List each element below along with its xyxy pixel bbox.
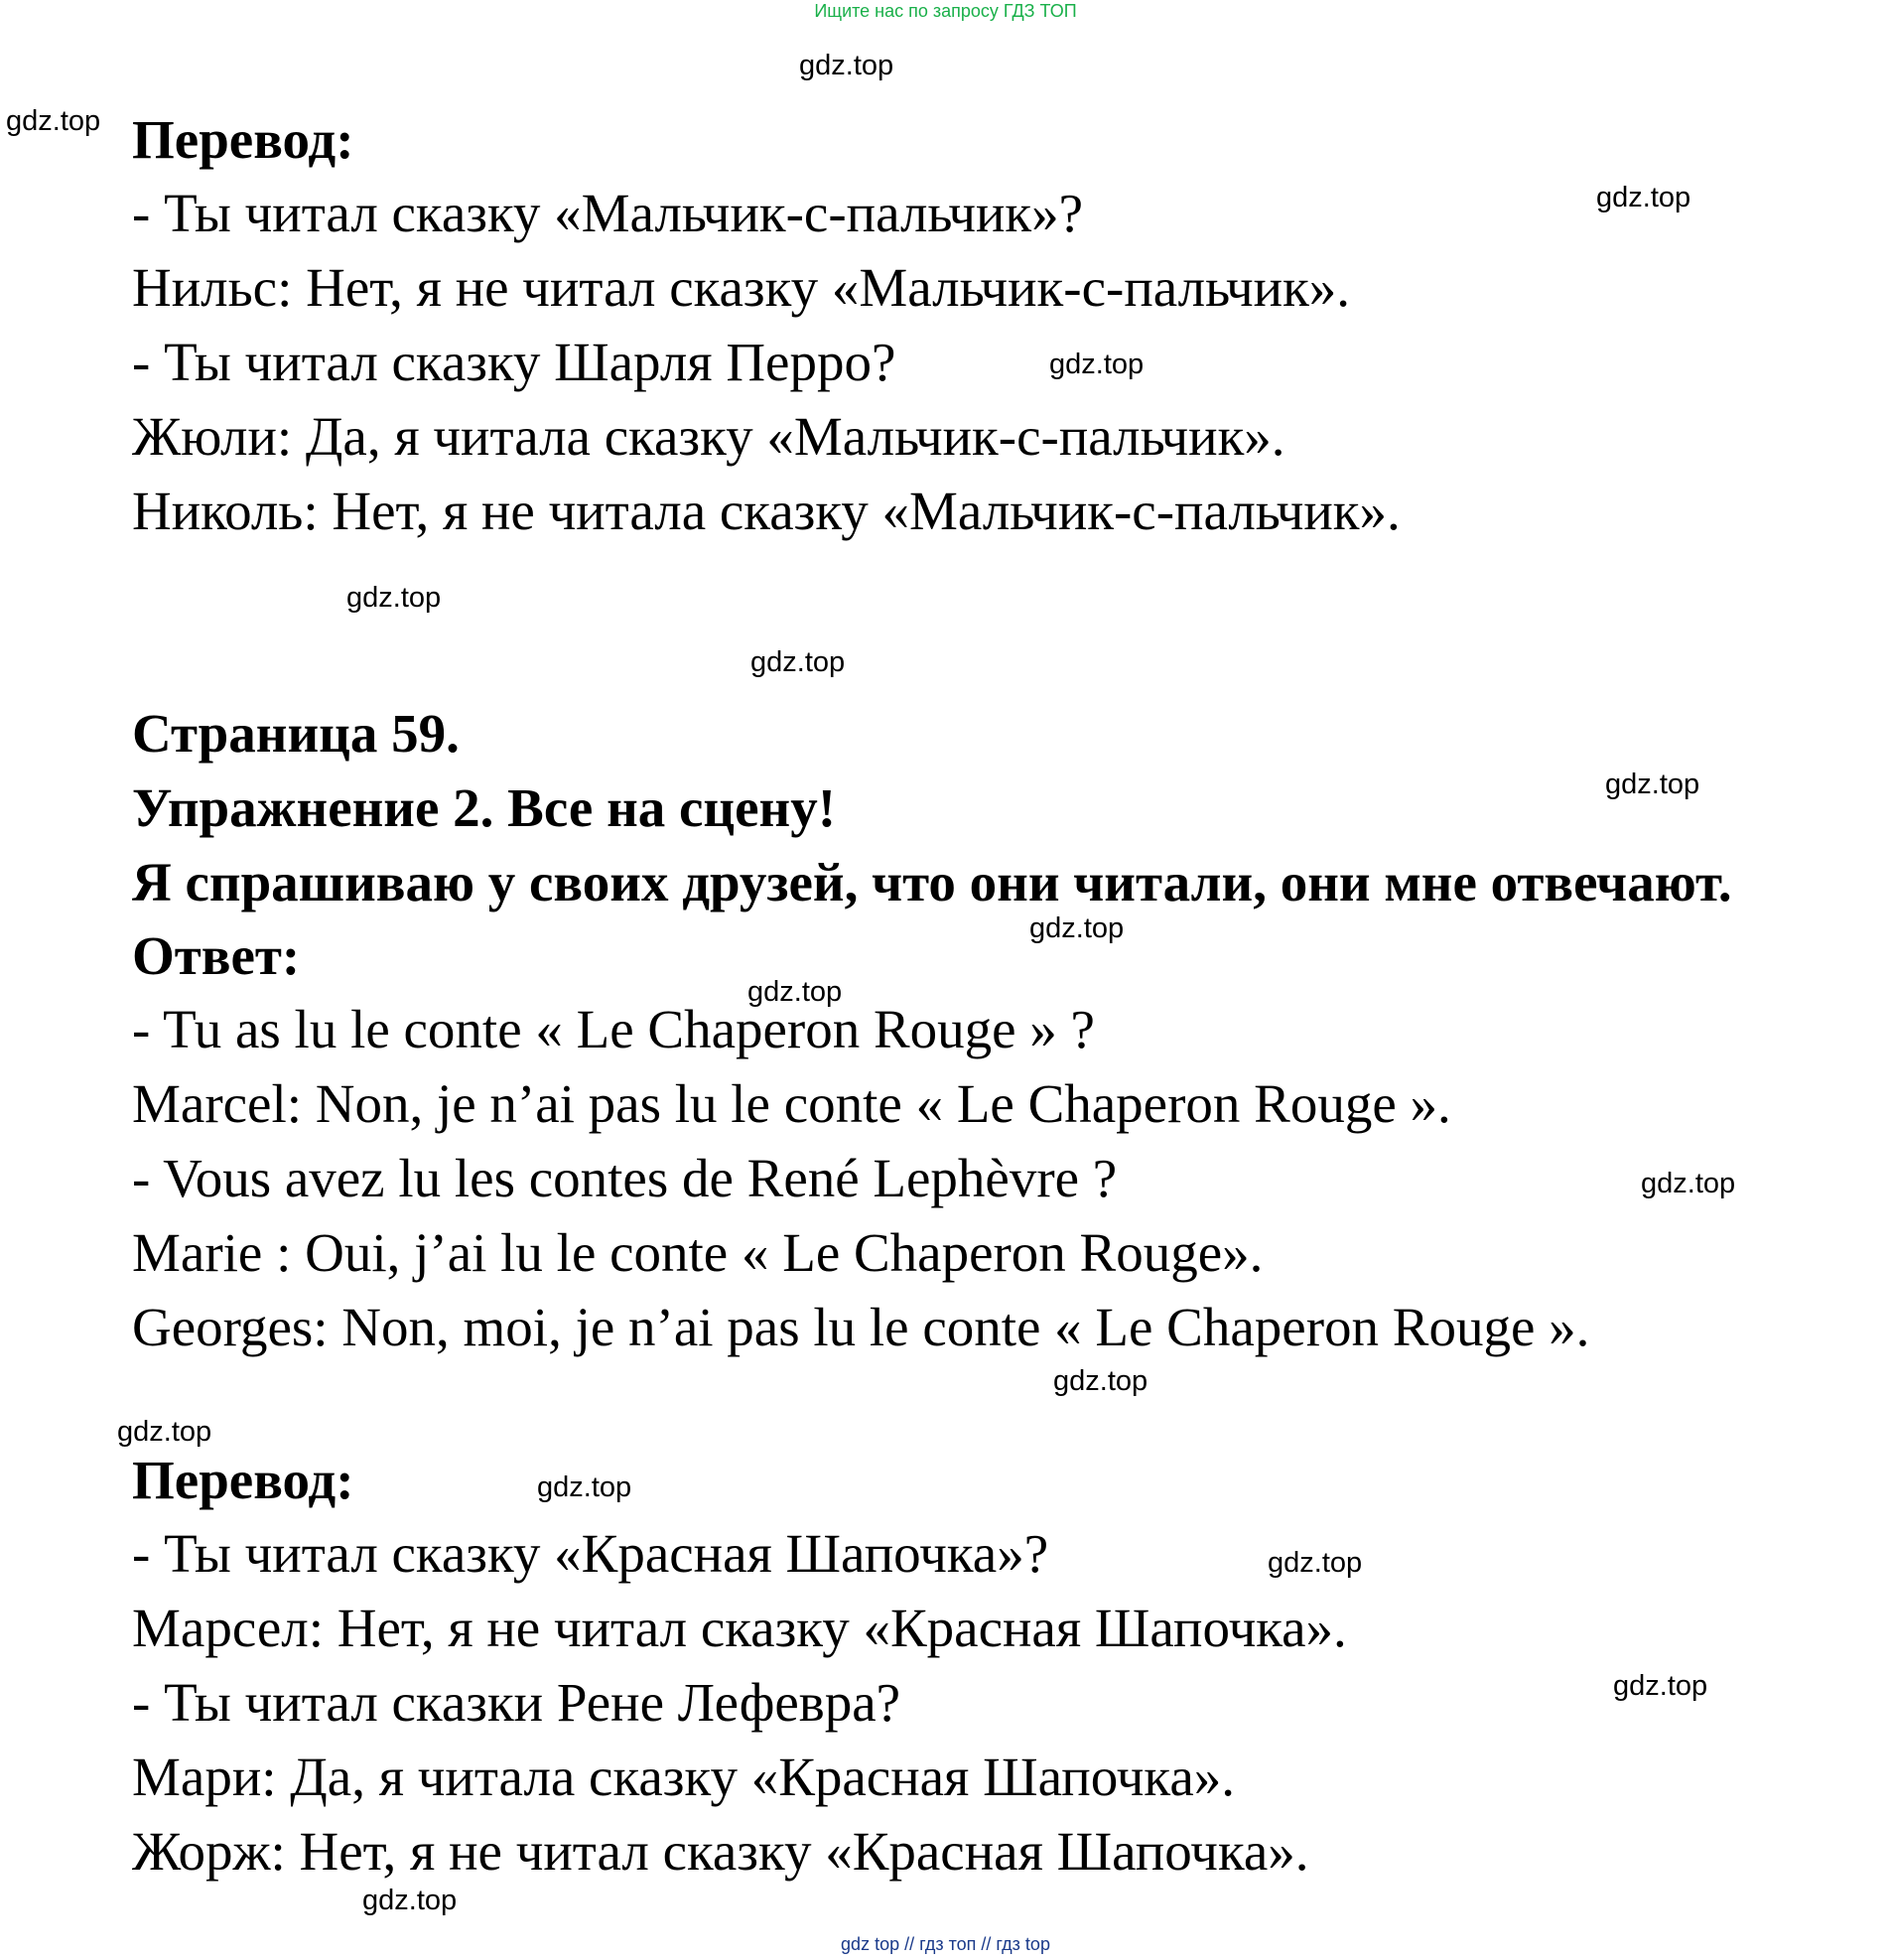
section1-line-3: - Ты читал сказку Шарля Перро? — [132, 332, 896, 392]
watermark: gdz.top — [750, 646, 846, 678]
watermark: gdz.top — [1053, 1365, 1148, 1397]
watermark: gdz.top — [346, 582, 442, 614]
section3-line-5: Жорж: Нет, я не читал сказку «Красная Шапочка». — [132, 1821, 1309, 1882]
section1-line-4: Жюли: Да, я читала сказку «Мальчик-с-пальчик». — [132, 406, 1285, 467]
watermark: gdz.top — [1596, 182, 1691, 213]
section1-line-2: Нильс: Нет, я не читал сказку «Мальчик-с-пальчик». — [132, 257, 1351, 318]
section3-line-3: - Ты читал сказки Рене Лефевра? — [132, 1672, 901, 1733]
watermark: gdz.top — [362, 1885, 458, 1916]
section1-heading: Перевод: — [132, 109, 354, 170]
section3-line-4: Мари: Да, я читала сказку «Красная Шапочка». — [132, 1747, 1235, 1807]
answer-line-1: - Tu as lu le conte « Le Chaperon Rouge » ? — [132, 999, 1095, 1059]
watermark: gdz.top — [747, 976, 843, 1008]
watermark: gdz.top — [537, 1471, 632, 1503]
answer-line-4: Marie : Oui, j’ai lu le conte « Le Chaperon Rouge». — [132, 1222, 1264, 1283]
watermark: gdz.top — [1641, 1168, 1736, 1199]
section3-heading: Перевод: — [132, 1450, 354, 1510]
task-text: Я спрашиваю у своих друзей, что они читали, они мне отвечают. — [132, 852, 1732, 912]
section1-line-1: - Ты читал сказку «Мальчик-с-пальчик»? — [132, 183, 1084, 243]
footer-watermark: gdz top // гдз топ // гдз top — [841, 1934, 1050, 1954]
section3-line-1: - Ты читал сказку «Красная Шапочка»? — [132, 1523, 1049, 1584]
page-number-heading: Страница 59. — [132, 703, 460, 764]
section3-line-2: Марсел: Нет, я не читал сказку «Красная Шапочка». — [132, 1598, 1347, 1658]
answer-heading: Ответ: — [132, 925, 301, 986]
section1-line-5: Николь: Нет, я не читала сказку «Мальчик-с-пальчик». — [132, 481, 1401, 541]
watermark: gdz.top — [1049, 349, 1145, 380]
watermark: gdz.top — [1029, 912, 1125, 944]
answer-line-3: - Vous avez lu les contes de René Lephèvre ? — [132, 1148, 1118, 1208]
top-banner: Ищите нас по запросу ГДЗ ТОП — [814, 1, 1077, 21]
exercise-heading: Упражнение 2. Все на сцену! — [132, 777, 837, 838]
watermark: gdz.top — [6, 105, 101, 137]
watermark: gdz.top — [1268, 1547, 1363, 1579]
answer-line-5: Georges: Non, moi, je n’ai pas lu le conte « Le Chaperon Rouge ». — [132, 1297, 1590, 1357]
answer-line-2: Marcel: Non, je n’ai pas lu le conte « Le Chaperon Rouge ». — [132, 1073, 1451, 1134]
watermark: gdz.top — [799, 50, 894, 81]
watermark: gdz.top — [117, 1416, 212, 1448]
watermark: gdz.top — [1605, 769, 1700, 800]
watermark: gdz.top — [1613, 1670, 1708, 1702]
